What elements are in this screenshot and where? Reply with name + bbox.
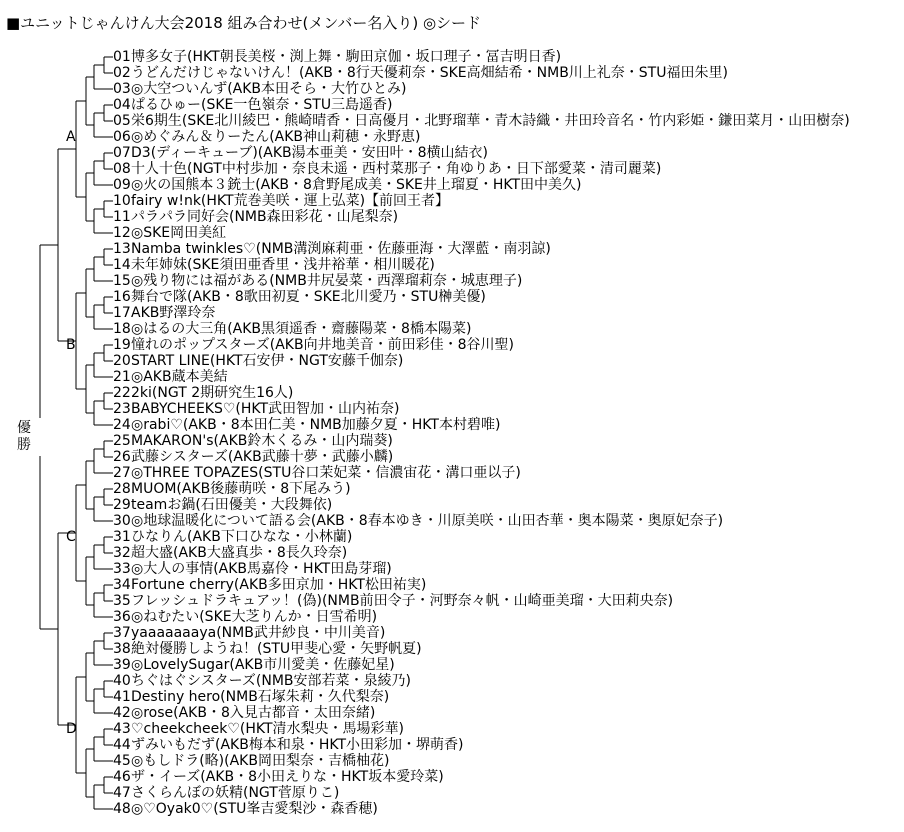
winner-char: 優 [17,420,31,436]
bracket-entry [113,417,500,433]
entry-name: パラパラ同好会(NMB森田彩花・山尾梨奈) [131,209,399,225]
bracket-entry [113,193,449,209]
entry-name: ◎THREE TOPAZES(STU谷口茉妃菜・信濃宙花・溝口亜以子) [131,465,521,481]
bracket-entry [113,289,486,305]
bracket-entry [113,449,393,465]
bracket-entry [113,689,389,705]
bracket-entry [113,257,435,273]
bracket-entry [113,97,393,113]
entry-name: ザ・イーズ(AKB・8小田えりな・HKT坂本愛玲菜) [131,769,444,785]
entry-name: D3(ディーキューブ)(AKB湯本亜美・安田叶・8横山結衣) [131,145,488,161]
bracket-entry [113,753,389,769]
bracket-entry [113,769,444,785]
entry-name: ◎LovelySugar(AKB市川愛美・佐藤妃星) [131,657,395,673]
entry-name: ◎♡Oyak0♡(STU峯吉愛梨沙・森香穂) [131,801,378,817]
entry-number: 25 [113,433,131,449]
bracket-entry [113,433,393,449]
entry-number: 10 [113,193,131,209]
entry-name: BABYCHEEKS♡(HKT武田智加・山内祐奈) [131,401,400,417]
entry-name: ◎ねむたい(SKE大芝りんか・日雪希明) [131,609,378,625]
page-title: ■ユニットじゃんけん大会2018 組み合わせ(メンバー名入り) ◎シード [6,14,482,32]
entry-number: 24 [113,417,131,433]
bracket-entry [113,561,392,577]
entry-number: 35 [113,593,131,609]
entry-number: 14 [113,257,131,273]
bracket-entry [113,177,582,193]
entry-number: 41 [113,689,131,705]
entry-number: 45 [113,753,131,769]
entry-name: ◎もしドラ(略)(AKB岡田梨奈・吉橋柚花) [131,753,390,769]
winner-label [15,420,33,454]
bracket-entry [113,305,215,321]
entry-number: 13 [113,241,131,257]
bracket-entry [113,385,293,401]
entry-number: 20 [113,353,131,369]
entry-name: 憧れのポップスターズ(AKB向井地美音・前田彩佳・8谷川聖) [131,337,514,353]
entry-number: 40 [113,673,131,689]
entry-number: 33 [113,561,131,577]
entry-number: 39 [113,657,131,673]
bracket-entry [113,705,375,721]
entry-number: 38 [113,641,131,657]
bracket-entry [113,241,551,257]
bracket-entry [113,161,661,177]
entry-name: MUOM(AKB後藤萌咲・8下尾みう) [131,481,351,497]
entry-name: ◎rose(AKB・8入見古都音・太田奈緒) [131,705,376,721]
bracket-entry [113,145,488,161]
bracket-entry [113,497,332,513]
entry-name: ♡cheekcheek♡(HKT清水梨央・馬場彩華) [131,721,405,737]
entry-number: 42 [113,705,131,721]
entry-number: 03 [113,81,131,97]
entry-number: 27 [113,465,131,481]
entry-number: 43 [113,721,131,737]
bracket-entry [113,321,471,337]
entry-name: ◎大人の事情(AKB馬嘉伶・HKT田島芽瑠) [131,561,392,577]
entry-number: 22 [113,385,131,401]
bracket-entry [113,49,561,65]
entry-name: Namba twinkles♡(NMB溝渕麻莉亜・佐藤亜海・大澤藍・南羽諒) [131,241,551,257]
bracket-entry [113,129,421,145]
entry-number: 04 [113,97,131,113]
entry-number: 48 [113,801,131,817]
entry-name: ◎残り物には福がある(NMB井尻晏菜・西澤瑠莉奈・城恵理子) [131,273,523,289]
entry-number: 34 [113,577,131,593]
bracket-entry [113,529,352,545]
entry-name: 十人十色(NGT中村歩加・奈良未遥・西村菜那子・角ゆりあ・日下部愛菜・清司麗菜) [131,161,662,177]
entry-number: 28 [113,481,131,497]
entry-name: START LINE(HKT石安伊・NGT安藤千伽奈) [131,353,404,369]
entry-number: 15 [113,273,131,289]
bracket-entry [113,545,347,561]
entry-number: 02 [113,65,131,81]
entry-name: AKB野澤玲奈 [131,305,216,321]
entry-number: 12 [113,225,131,241]
entry-number: 36 [113,609,131,625]
entry-name: fairy w!nk(HKT荒巻美咲・運上弘菜)【前回王者】 [131,193,450,209]
bracket-entry [113,641,422,657]
entry-number: 11 [113,209,131,225]
entry-name: ◎めぐみん＆りーたん(AKB神山莉穂・永野恵) [131,129,421,145]
entry-name: 未年姉妹(SKE須田亜香里・浅井裕華・相川暖花) [131,257,435,273]
entry-number: 17 [113,305,131,321]
bracket-entry [113,81,407,97]
bracket-entry [113,481,351,497]
entry-name: 2ki(NGT 2期研究生16人) [131,385,294,401]
entry-number: 23 [113,401,131,417]
bracket-entry [113,369,228,385]
bracket-entry [113,737,463,753]
entry-name: ◎はるの大三角(AKB黒須遥香・齋藤陽菜・8橋本陽菜) [131,321,472,337]
bracket-entry [113,273,522,289]
bracket-entry [113,801,378,817]
entry-name: うどんだけじゃないけん！(AKB・8行天優莉奈・SKE高畑結希・NMB川上礼奈・STU福田朱里) [131,65,728,81]
bracket-entry [113,465,521,481]
bracket-entry [113,657,395,673]
entry-number: 08 [113,161,131,177]
bracket-entry [113,673,411,689]
entry-name: teamお鍋(石田優美・大段舞依) [131,497,333,513]
entry-name: 武藤シスターズ(AKB武藤十夢・武藤小麟) [131,449,394,465]
entry-number: 46 [113,769,131,785]
entry-name: 栄6期生(SKE北川綾巴・熊崎晴香・日高優月・北野瑠華・青木詩織・井田玲音名・竹内彩姫・鎌田菜月・山田樹奈) [131,113,850,129]
entry-name: フレッシュドラキュアッ！(偽)(NMB前田令子・河野奈々帆・山崎亜美瑠・大田莉央奈) [131,593,674,609]
bracket-entry [113,721,404,737]
entry-name: ◎AKB蔵本美結 [131,369,228,385]
bracket-entry [113,65,728,81]
entry-name: ◎大空ついんず(AKB本田そら・大竹ひとみ) [131,81,407,97]
group-label-b: B [66,337,76,353]
bracket-entry [113,609,377,625]
entry-name: Destiny hero(NMB石塚朱莉・久代梨奈) [131,689,390,705]
entry-name: さくらんぼの妖精(NGT菅原りこ) [131,785,340,801]
group-label-c: C [66,529,76,545]
entry-number: 47 [113,785,131,801]
entry-name: Fortune cherry(AKB多田京加・HKT松田祐実) [131,577,427,593]
bracket-entry [113,225,226,241]
entry-name: 舞台で隊(AKB・8歌田初夏・SKE北川愛乃・STU榊美優) [131,289,486,305]
entry-number: 30 [113,513,131,529]
bracket-entry [113,785,339,801]
bracket-entry [113,625,385,641]
bracket-entry [113,401,400,417]
bracket-entry [113,337,514,353]
entry-name: ◎SKE岡田美紅 [131,225,227,241]
group-label-a: A [66,129,76,145]
entry-number: 01 [113,49,131,65]
entry-name: ◎rabi♡(AKB・8本田仁美・NMB加藤夕夏・HKT本村碧唯) [131,417,501,433]
entry-number: 21 [113,369,131,385]
entry-name: yaaaaaaaya(NMB武井紗良・中川美音) [131,625,386,641]
entry-name: 絶対優勝しようね！(STU甲斐心愛・矢野帆夏) [131,641,422,657]
entry-number: 29 [113,497,131,513]
bracket-entry [113,353,403,369]
entry-number: 05 [113,113,131,129]
entry-number: 37 [113,625,131,641]
entry-number: 06 [113,129,131,145]
group-label-d: D [66,721,77,737]
bracket-entry [113,577,426,593]
entry-number: 18 [113,321,131,337]
winner-char: 勝 [17,437,31,453]
entry-number: 07 [113,145,131,161]
entry-number: 44 [113,737,131,753]
entry-number: 16 [113,289,131,305]
entry-name: ずみいもだず(AKB梅本和泉・HKT小田彩加・堺萌香) [131,737,464,753]
entry-name: ◎火の国熊本３銃士(AKB・8倉野尾成美・SKE井上瑠夏・HKT田中美久) [131,177,582,193]
entry-number: 26 [113,449,131,465]
entry-name: ひなりん(AKB下口ひなな・小林蘭) [131,529,353,545]
entry-name: ぱるひゅー(SKE一色嶺奈・STU三島遥香) [131,97,393,113]
entry-name: ◎地球温暖化について語る会(AKB・8春本ゆき・川原美咲・山田杏華・奥本陽菜・奥原妃奈子) [131,513,724,529]
bracket-entry [113,113,850,129]
bracket-entry [113,209,398,225]
entry-name: MAKARON's(AKB鈴木くるみ・山内瑞葵) [131,433,393,449]
entry-name: 超大盛(AKB大盛真歩・8長久玲奈) [131,545,348,561]
entry-number: 32 [113,545,131,561]
entry-name: ちぐはぐシスターズ(NMB安部若菜・泉綾乃) [131,673,411,689]
entry-number: 19 [113,337,131,353]
entry-number: 31 [113,529,131,545]
bracket-entry [113,593,673,609]
entry-name: 博多女子(HKT朝長美桜・渕上舞・駒田京伽・坂口理子・冨吉明日香) [131,49,562,65]
bracket-entry [113,513,723,529]
entry-number: 09 [113,177,131,193]
